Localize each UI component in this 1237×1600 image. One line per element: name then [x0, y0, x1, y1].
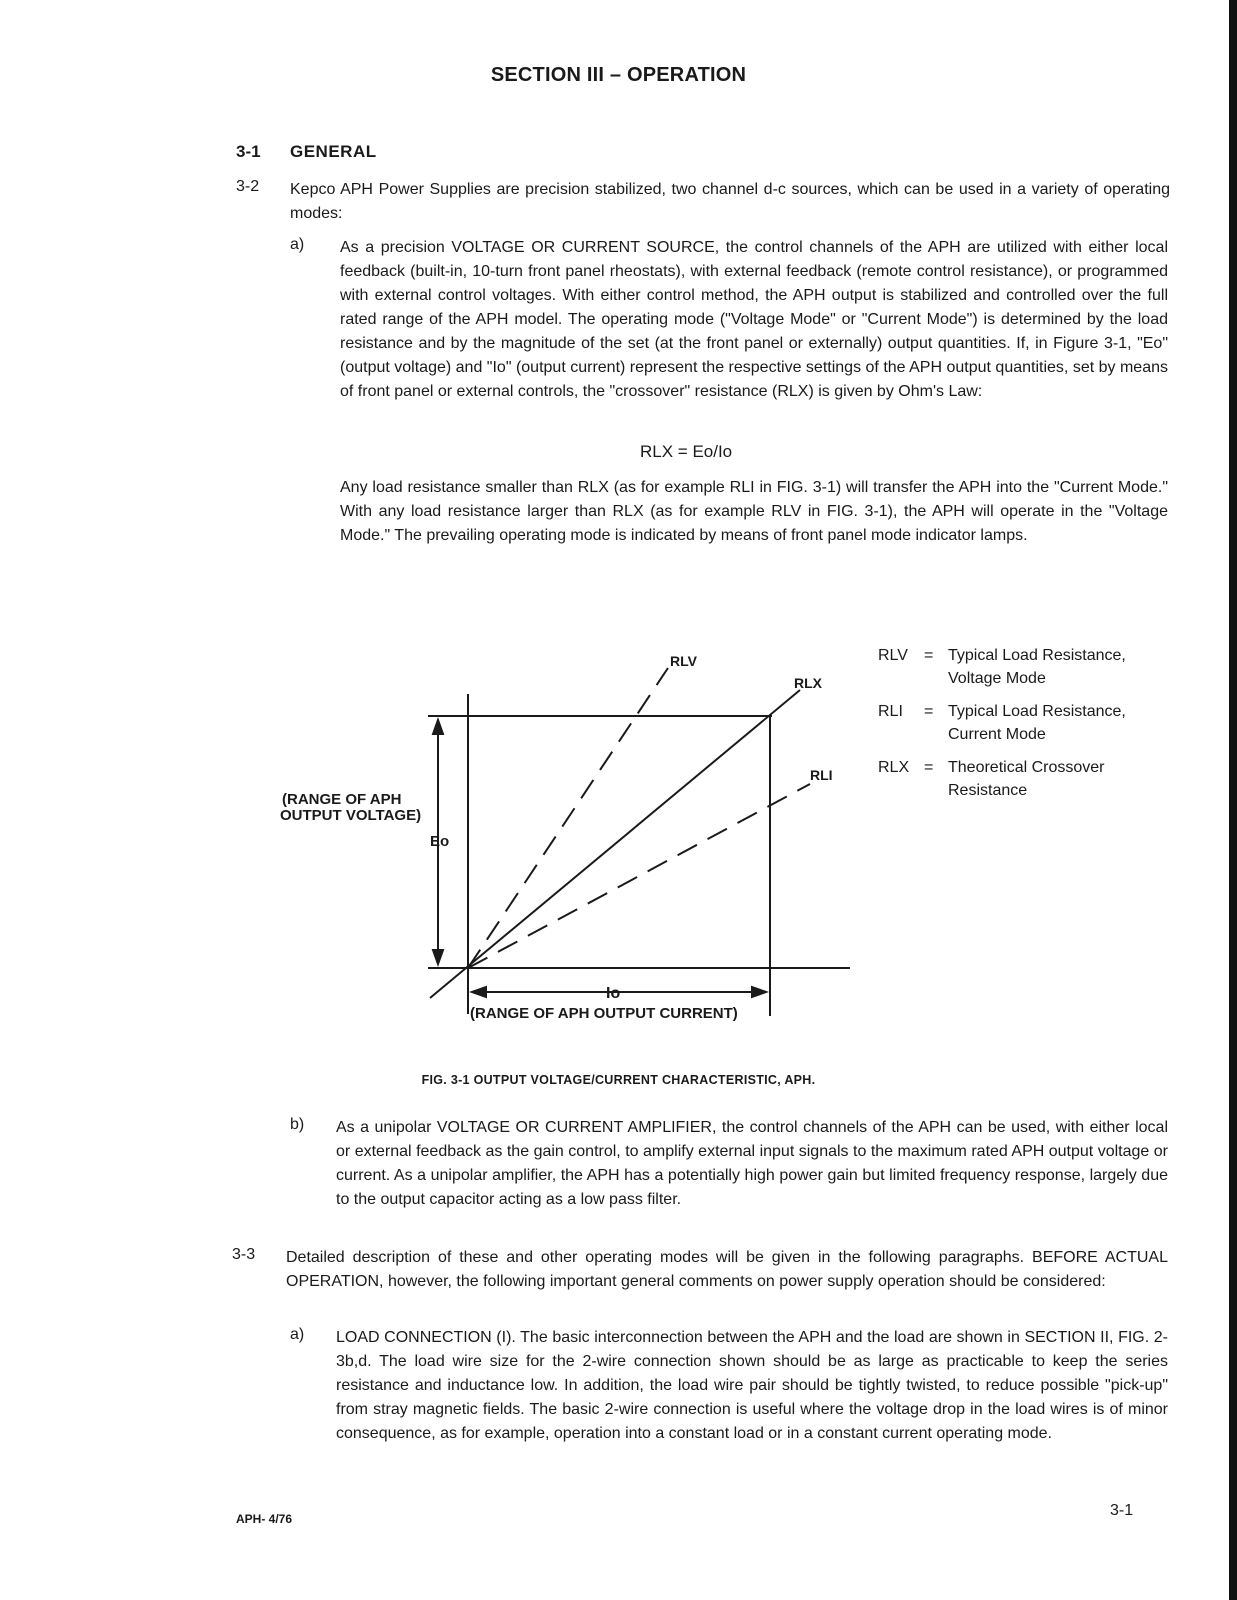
- io-arrow-right: [752, 987, 766, 997]
- rlv-label: RLV: [670, 653, 697, 669]
- legend-equals: =: [924, 703, 934, 720]
- figure-caption: FIG. 3-1 OUTPUT VOLTAGE/CURRENT CHARACTERISTIC, APH.: [421, 1073, 816, 1087]
- footer-doc-id: APH- 4/76: [236, 1512, 293, 1526]
- rlv-line: [468, 668, 668, 968]
- paragraph-3-2-text: Kepco APH Power Supplies are precision stabilized, two channel d-c sources, which can be used in a variety of operating modes:: [290, 181, 1170, 222]
- section-number: 3-1: [236, 142, 261, 161]
- eo-arrow-up: [433, 720, 443, 734]
- section-heading: GENERAL: [290, 142, 377, 161]
- item-label-a-3-3: a): [290, 1326, 305, 1343]
- legend-description: Theoretical Crossover Resistance: [948, 759, 1105, 799]
- paragraph-number-3-3: 3-3: [232, 1246, 256, 1263]
- eo-label: Eo: [430, 833, 450, 850]
- legend-equals: =: [924, 759, 934, 776]
- legend-description: Typical Load Resistance, Current Mode: [948, 703, 1126, 743]
- eo-arrow-down: [433, 950, 443, 964]
- load-connection-text: LOAD CONNECTION (I). The basic interconnection between the APH and the load are shown in SECTION II, FIG. 2-3b,d. The load wire size for the 2-wire connection shown should be as large as practicable to keep the series resistance and inductance low. In addition, the load wire pair should be tightly twisted, to reduce possible "pick-up" from stray magnetic fields. The basic 2-wire connection is useful where the voltage drop in the load wires is of minor consequence, as for example, operation into a constant load or in a constant current operating mode.: [336, 1329, 1168, 1442]
- ohms-law-formula: RLX = Eo/Io: [640, 442, 733, 461]
- legend-symbol: RLV: [878, 647, 908, 664]
- paragraph-3-3-text: Detailed description of these and other operating modes will be given in the following paragraphs. BEFORE ACTUAL OPERATION, however, the following important general comments on power supply operation should be considered:: [286, 1249, 1168, 1290]
- rli-label: RLI: [810, 767, 833, 783]
- range-current-label: (RANGE OF APH OUTPUT CURRENT): [470, 1005, 738, 1022]
- paragraph-number-3-2: 3-2: [236, 178, 260, 195]
- item-label-b: b): [290, 1116, 305, 1133]
- item-label-a: a): [290, 236, 305, 253]
- page-edge-bar: [1229, 0, 1237, 1600]
- legend-row-rlx: [878, 756, 1168, 802]
- legend-row-rlv: [878, 644, 1168, 690]
- section-title: SECTION III – OPERATION: [490, 64, 747, 86]
- legend-symbol: RLX: [878, 759, 910, 776]
- rli-line: [468, 784, 810, 968]
- range-voltage-label-1: (RANGE OF APH: [282, 791, 402, 808]
- figure-legend: [878, 644, 1168, 812]
- rlx-line: [430, 690, 800, 998]
- legend-equals: =: [924, 647, 934, 664]
- item-a-text: As a precision VOLTAGE OR CURRENT SOURCE, the control channels of the APH are utilized with either local feedback (built-in, 10-turn front panel rheostats), with external feedback (remote control resistance), or programmed with external control voltages. With either control method, the APH output is stabilized and controlled over the full rated range of the APH model. The operating mode ("Voltage Mode" or "Current Mode") is determined by the load resistance and by the magnitude of the set (at the front panel or externally) output quantities. If, in Figure 3-1, "Eo" (output voltage) and "Io" (output current) represent the respective settings of the APH output quantities, set by means of front panel or external controls, the "crossover" resistance (RLX) is given by Ohm's Law:: [340, 239, 1168, 400]
- legend-description: Typical Load Resistance, Voltage Mode: [948, 647, 1126, 687]
- legend-symbol: RLI: [878, 703, 903, 720]
- item-a-text-continued: Any load resistance smaller than RLX (as for example RLI in FIG. 3-1) will transfer the APH into the "Current Mode." With any load resistance larger than RLX (as for example RLV in FIG. 3-1), the APH will operate in the "Voltage Mode." The prevailing operating mode is indicated by means of front panel mode indicator lamps.: [340, 479, 1168, 544]
- footer-page-number: 3-1: [1110, 1502, 1134, 1519]
- io-arrow-left: [472, 987, 486, 997]
- legend-row-rli: [878, 700, 1168, 746]
- range-voltage-label-2: OUTPUT VOLTAGE): [280, 807, 422, 824]
- io-label: Io: [606, 985, 621, 1002]
- rlx-label: RLX: [794, 675, 822, 691]
- item-b-text: As a unipolar VOLTAGE OR CURRENT AMPLIFIER, the control channels of the APH can be used, with either local or external feedback as the gain control, to amplify external input signals to the maximum rated APH output voltage or current. As a unipolar amplifier, the APH has a potentially high power gain but limited frequency response, largely due to the output capacitor acting as a low pass filter.: [336, 1119, 1168, 1208]
- output-characteristic-diagram: [270, 630, 860, 1040]
